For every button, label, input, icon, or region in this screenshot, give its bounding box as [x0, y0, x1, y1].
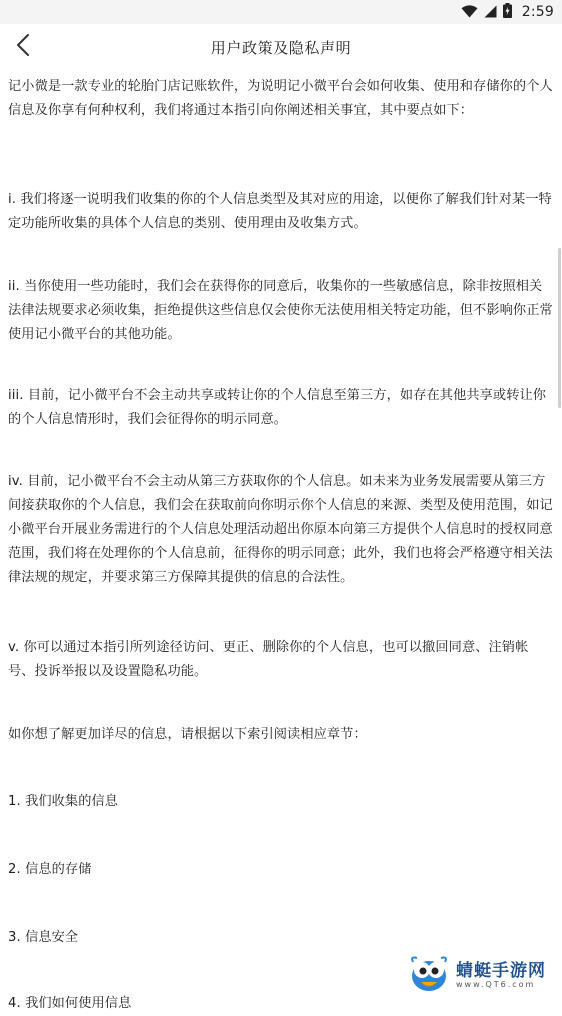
point-iii-paragraph: iii. 目前，记小微平台不会主动共享或转让你的个人信息至第三方，如存在其他共享或转让你的个人信息情形时，我们会征得你的明示同意。 — [8, 388, 547, 427]
page-title: 用户政策及隐私声明 — [210, 38, 352, 57]
status-bar — [0, 0, 562, 24]
signal-icon — [484, 3, 497, 22]
index-item-3: 3. 信息安全 — [8, 930, 79, 945]
index-item-2: 2. 信息的存储 — [8, 862, 92, 877]
battery-charging-icon — [503, 3, 512, 22]
status-icons — [461, 0, 554, 24]
point-v-paragraph: v. 你可以通过本指引所列途径访问、更正、删除你的个人信息，也可以撤回同意、注销帐号、投诉举报以及设置隐私功能。 — [8, 640, 529, 679]
index-item-4: 4. 我们如何使用信息 — [8, 996, 132, 1011]
index-intro-paragraph: 如你想了解更加详尽的信息，请根据以下索引阅读相应章节： — [8, 727, 367, 742]
index-item-1: 1. 我们收集的信息 — [8, 794, 119, 809]
point-i-paragraph: i. 我们将逐一说明我们收集的你的个人信息类型及其对应的用途，以便你了解我们针对某一特定功能所收集的具体个人信息的类别、使用理由及收集方式。 — [8, 192, 552, 231]
point-iv-paragraph: iv. 目前，记小微平台不会主动从第三方获取你的个人信息。如未来为业务发展需要从第三方间接获取你的个人信息，我们会在获取前向你明示你个人信息的来源、类型及使用范围，如记小微平台开展业务需进行的个人信息处理活动超出你原本向第三方提供个人信息时的授权同意范围，我们将在处理你的个人信息前，征得你的明示同意；此外，我们也将会严格遵守相关法律法规的规定，并要求第三方保障其提供的信息的合法性。 — [8, 474, 553, 585]
watermark-text — [456, 960, 546, 989]
watermark-name: 蜻蜓手游网 — [456, 960, 546, 981]
watermark — [408, 954, 556, 998]
scrollbar[interactable] — [558, 248, 561, 408]
back-button[interactable] — [6, 28, 40, 66]
dragonfly-logo-icon — [408, 954, 450, 998]
intro-paragraph: 记小微是一款专业的轮胎门店记账软件，为说明记小微平台会如何收集、使用和存储你的个人信息及你享有何种权利，我们将通过本指引向你阐述相关事宜，其中要点如下： — [8, 79, 553, 118]
nav-bar — [0, 24, 562, 70]
policy-content[interactable] — [0, 70, 562, 1011]
chevron-left-icon — [16, 33, 30, 61]
watermark-url: www.QT6.com — [456, 979, 536, 989]
status-time: 2:59 — [521, 4, 554, 20]
wifi-icon — [461, 3, 478, 22]
point-ii-paragraph: ii. 当你使用一些功能时，我们会在获得你的同意后，收集你的一些敏感信息，除非按照相关法律法规要求必须收集，拒绝提供这些信息仅会使你无法使用相关特定功能，但不影响你正常使用记小微平台的其他功能。 — [8, 279, 553, 342]
